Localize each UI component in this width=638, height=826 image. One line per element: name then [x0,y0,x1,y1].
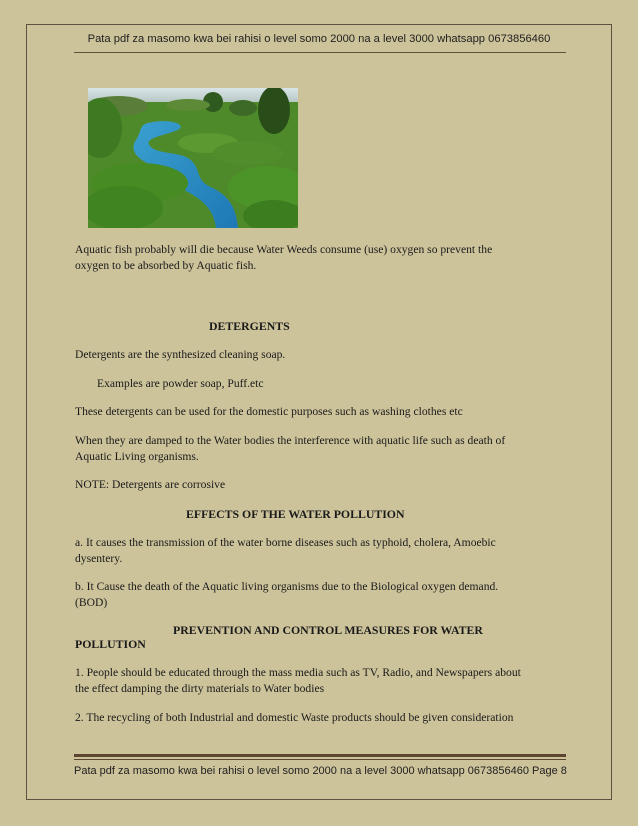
water-weeds-photo [88,88,298,228]
detergents-damped-line-1: When they are damped to the Water bodies the interference with aquatic life such as death of [75,434,506,447]
prevention-point-2: 2. The recycling of both Industrial and domestic Waste products should be given consideration [75,711,514,724]
prevention-heading-line-1: PREVENTION AND CONTROL MEASURES FOR WATER [173,623,483,637]
prevention-point-1-line-1: 1. People should be educated through the mass media such as TV, Radio, and Newspapers about [75,666,521,679]
footer-rule-thin [74,759,566,760]
effect-b-line-2: (BOD) [75,596,108,609]
detergents-domestic-use: These detergents can be used for the domestic purposes such as washing clothes etc [75,405,463,418]
footer-rule-thick [74,754,566,757]
page-footer: Pata pdf za masomo kwa bei rahisi o level somo 2000 na a level 3000 whatsapp 0673856460 Page 8 [74,765,567,777]
header-rule [74,52,566,53]
detergents-examples: Examples are powder soap, Puff.etc [97,377,264,390]
effects-heading: EFFECTS OF THE WATER POLLUTION [186,507,405,521]
effect-a-line-2: dysentery. [75,552,123,565]
effect-b-line-1: b. It Cause the death of the Aquatic living organisms due to the Biological oxygen demand. [75,580,499,593]
detergents-heading: DETERGENTS [209,319,290,333]
effect-a-line-1: a. It causes the transmission of the water borne diseases such as typhoid, cholera, Amoebic [75,536,496,549]
caption-line-2: oxygen to be absorbed by Aquatic fish. [75,259,257,272]
detergents-damped-line-2: Aquatic Living organisms. [75,450,199,463]
prevention-heading-line-2: POLLUTION [75,637,146,651]
caption-line-1: Aquatic fish probably will die because Water Weeds consume (use) oxygen so prevent the [75,243,493,256]
prevention-point-1-line-2: the effect damping the dirty materials to Water bodies [75,682,325,695]
detergents-definition: Detergents are the synthesized cleaning soap. [75,348,286,361]
page-header: Pata pdf za masomo kwa bei rahisi o level somo 2000 na a level 3000 whatsapp 0673856460 [87,33,551,45]
detergents-note: NOTE: Detergents are corrosive [75,478,226,491]
